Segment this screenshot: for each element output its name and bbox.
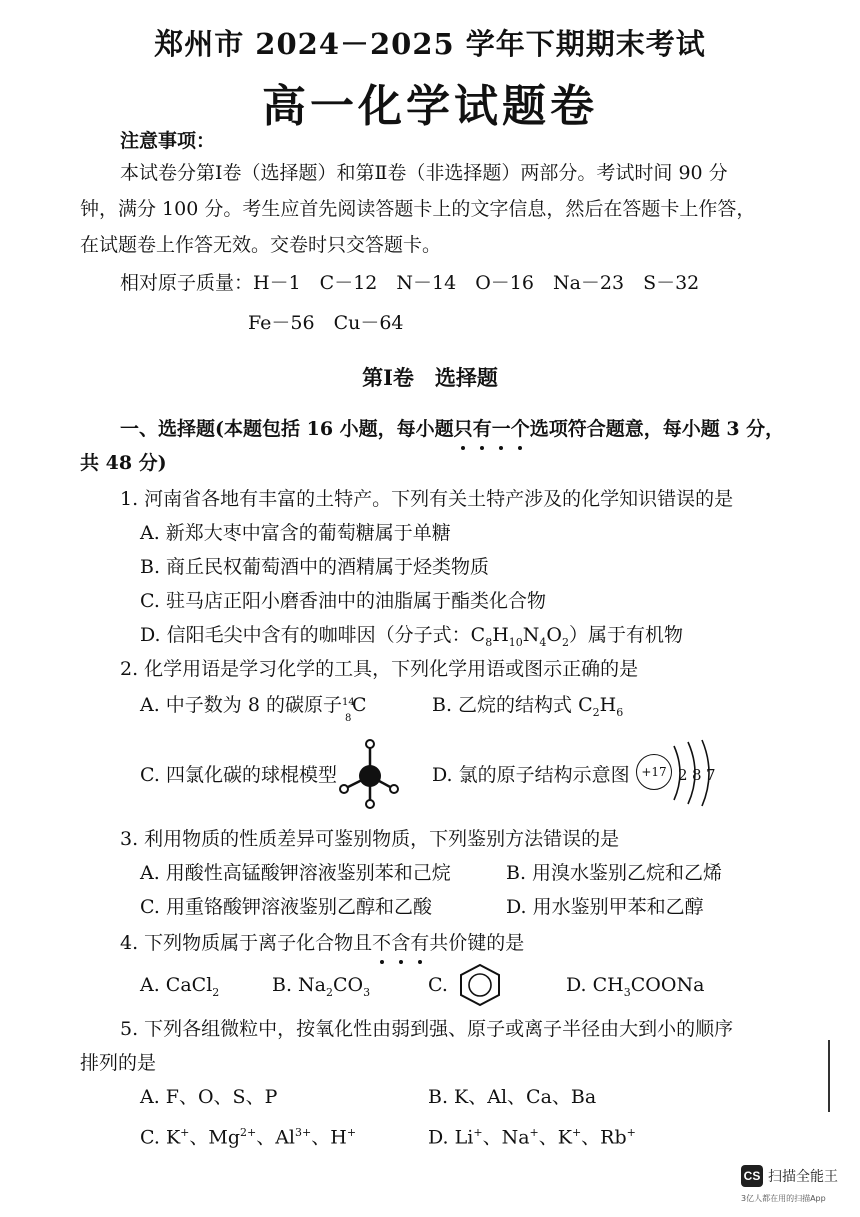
q4-stem-b: 共价键的是 <box>429 932 525 954</box>
q2-b-pre: B. 乙烷的结构式 C <box>432 694 593 716</box>
q5-c-al-charge: 3+ <box>295 1126 312 1139</box>
q4-option-b <box>272 972 370 1006</box>
q2-a-pre: A. 中子数为 8 的碳原子 <box>140 694 342 716</box>
q1-d-sub3: 4 <box>539 635 547 649</box>
q4-b-sub1: 2 <box>326 985 333 999</box>
q5-c-h: 、H <box>311 1126 347 1149</box>
q2-a-num: 8 <box>344 713 352 724</box>
q4-option-c: C. <box>428 974 448 996</box>
q4-d-sub: 3 <box>623 985 631 999</box>
watermark-name: 扫描全能王 <box>768 1169 838 1185</box>
section-intro <box>120 416 784 442</box>
q3-stem: 3. 利用物质的性质差异可鉴别物质，下列鉴别方法错误的是 <box>120 828 620 850</box>
q5-option-b: B. K、Al、Ca、Ba <box>428 1086 597 1108</box>
q3-option-d: D. 用水鉴别甲苯和乙醇 <box>506 896 704 918</box>
q3-option-b: B. 用溴水鉴别乙烷和乙烯 <box>506 862 723 884</box>
camscanner-logo-icon: CS <box>741 1165 763 1187</box>
q1-d-sub2: 10 <box>508 635 523 649</box>
q5-d-k: 、K <box>538 1126 572 1149</box>
q4-option-d <box>566 972 704 1006</box>
notice-line-3: 在试题卷上作答无效。交卷时只交答题卡。 <box>80 234 442 256</box>
q1-d-post: ）属于有机物 <box>568 624 683 646</box>
q1-option-b: B. 商丘民权葡萄酒中的酒精属于烃类物质 <box>140 556 490 578</box>
q2-a-sym: C <box>351 694 367 716</box>
q2-b-sub2: 6 <box>616 705 624 719</box>
q1-stem: 1. 河南省各地有丰富的土特产。下列有关土特产涉及的化学知识错误的是 <box>120 488 734 510</box>
q4-emph-2: 含 <box>391 932 411 954</box>
shell-electron-2: 8 <box>692 766 702 784</box>
q4-stem <box>120 930 524 956</box>
paper-title: 高一化学试题卷 <box>262 81 598 132</box>
q2-a-nuclide <box>341 696 355 724</box>
q2-option-d: D. 氯的原子结构示意图 <box>432 764 630 786</box>
q2-option-c: C. 四氯化碳的球棍模型 <box>140 764 337 786</box>
q4-b-sub2: 3 <box>363 985 371 999</box>
q5-c-h-charge: + <box>346 1126 357 1139</box>
exam-title: 郑州市 2024－2025 学年下期期末考试 <box>154 27 706 61</box>
q5-c-k-charge: + <box>180 1126 190 1139</box>
intro-part-a: 一、选择题(本题包括 16 小题，每小题 <box>120 418 454 440</box>
watermark-tagline: 3亿人都在用的扫描App <box>741 1194 826 1203</box>
q4-d-pre: D. CH <box>566 974 624 996</box>
emph-char-3: 一 <box>491 418 511 440</box>
q5-c-k: C. K <box>140 1126 181 1149</box>
q2-b-sub1: 2 <box>592 705 600 719</box>
q5-d-na: 、Na <box>482 1126 530 1149</box>
emph-char-4: 个 <box>510 418 530 440</box>
q4-b-pre: B. Na <box>272 974 326 996</box>
q5-d-rb: 、Rb <box>581 1126 627 1149</box>
shell-electron-1: 2 <box>678 766 688 784</box>
q5-d-li-charge: + <box>473 1126 483 1139</box>
q5-d-na-charge: + <box>529 1126 539 1139</box>
q5-option-c <box>140 1120 356 1150</box>
q4-a-sub: 2 <box>212 985 220 999</box>
q2-option-b <box>432 692 623 726</box>
q1-d-n: N <box>522 624 540 646</box>
q5-stem-1: 5. 下列各组微粒中，按氧化性由弱到强、原子或离子半径由大到小的顺序 <box>120 1018 734 1040</box>
q5-d-k-charge: + <box>571 1126 582 1139</box>
q1-option-c: C. 驻马店正阳小磨香油中的油脂属于酯类化合物 <box>140 590 546 612</box>
q2-b-h: H <box>599 694 617 716</box>
q4-emph-3: 有 <box>410 932 430 954</box>
intro-part-b: 选项符合题意，每小题 3 分， <box>529 418 785 440</box>
q4-option-a <box>140 972 219 1006</box>
q5-c-al: 、Al <box>256 1126 296 1149</box>
q4-d-post: COONa <box>630 974 705 996</box>
q5-d-li: D. Li <box>428 1126 474 1149</box>
q2-option-a <box>140 692 367 724</box>
q1-d-h: H <box>492 624 509 646</box>
q5-stem-2: 排列的是 <box>80 1052 157 1074</box>
q5-c-mg: 、Mg <box>189 1126 240 1149</box>
q1-d-o: O <box>546 624 562 646</box>
section-intro-2: 共 48 分) <box>80 452 167 474</box>
q1-d-sub1: 8 <box>485 635 493 649</box>
atomic-mass-values-1: H－1 C－12 N－14 O－16 Na－23 S－32 <box>253 272 700 294</box>
q1-option-d <box>140 622 683 656</box>
q4-b-mid: CO <box>333 974 364 996</box>
q5-c-mg-charge: 2+ <box>239 1126 257 1139</box>
q5-option-a: A. F、O、S、P <box>140 1086 278 1108</box>
emph-char-2: 有 <box>472 418 492 440</box>
section-title: 第Ⅰ卷 选择题 <box>362 365 498 390</box>
q5-d-rb-charge: + <box>626 1126 636 1139</box>
emph-char-1: 只 <box>453 418 473 440</box>
scan-edge-line <box>828 1040 830 1112</box>
q2-stem: 2. 化学用语是学习化学的工具，下列化学用语或图示正确的是 <box>120 658 639 680</box>
q4-stem-a: 4. 下列物质属于离子化合物且 <box>120 932 373 954</box>
q3-option-a: A. 用酸性高锰酸钾溶液鉴别苯和己烷 <box>140 862 451 884</box>
shell-electron-3: 7 <box>706 766 716 784</box>
q2-a-mass: 14 <box>341 697 355 708</box>
q4-a-pre: A. CaCl <box>140 974 213 996</box>
notice-heading: 注意事项： <box>120 130 216 152</box>
ccl4-ball-stick-model <box>336 736 400 810</box>
notice-line-1: 本试卷分第Ⅰ卷（选择题）和第Ⅱ卷（非选择题）两部分。考试时间 90 分 <box>120 162 728 184</box>
q4-emph-1: 不 <box>372 932 392 954</box>
benzene-ring-icon <box>456 962 504 1008</box>
q3-option-c: C. 用重铬酸钾溶液鉴别乙醇和乙酸 <box>140 896 432 918</box>
chlorine-nucleus: +17 <box>636 754 672 790</box>
atomic-mass-row-2: Fe－56 Cu－64 <box>248 312 404 334</box>
q1-d-sub4: 2 <box>561 635 569 649</box>
q1-d-pre: D. 信阳毛尖中含有的咖啡因（分子式：C <box>140 624 486 646</box>
notice-line-2: 钟，满分 100 分。考生应首先阅读答题卡上的文字信息，然后在答题卡上作答， <box>80 198 756 220</box>
atomic-mass-label: 相对原子质量： <box>120 272 254 294</box>
q1-option-a: A. 新郑大枣中富含的葡萄糖属于单糖 <box>140 522 451 544</box>
atomic-mass-row-1 <box>120 270 699 296</box>
q5-option-d <box>428 1120 636 1150</box>
